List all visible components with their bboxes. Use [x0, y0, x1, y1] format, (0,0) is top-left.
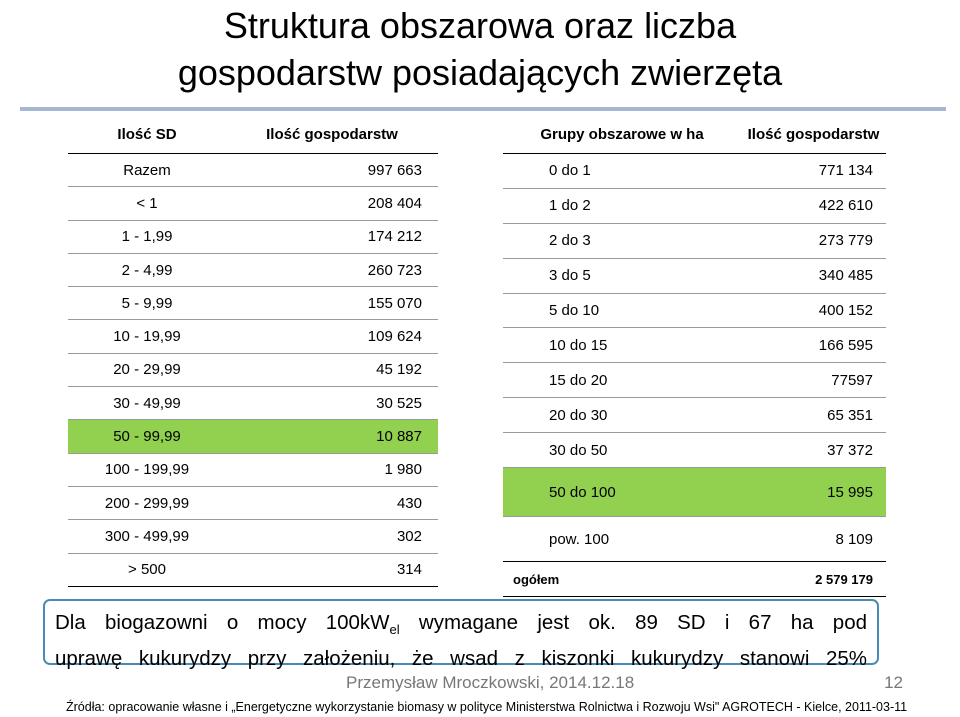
sd-range-cell: 30 - 49,99: [68, 387, 226, 420]
area-range-cell: 15 do 20: [503, 363, 741, 398]
sd-range-cell: 300 - 499,99: [68, 520, 226, 553]
farm-count-cell: 208 404: [226, 187, 438, 220]
column-header-sd: Ilość SD: [68, 115, 226, 154]
farm-count-cell: 771 134: [741, 154, 886, 189]
area-range-cell: pow. 100: [549, 530, 610, 548]
sd-range-cell: 10 - 19,99: [68, 320, 226, 353]
farm-count-cell: 15 995: [741, 468, 886, 517]
farm-count-cell: 37 372: [741, 433, 886, 468]
farm-count-cell: 400 152: [741, 293, 886, 328]
area-range-cell: 1 do 2: [503, 188, 741, 223]
page-number: 12: [884, 673, 903, 692]
farm-count-cell: 260 723: [226, 253, 438, 286]
farm-count-cell: 340 485: [741, 258, 886, 293]
sd-range-cell: < 1: [68, 187, 226, 220]
table-row: [503, 258, 886, 293]
table-row: [503, 223, 886, 258]
total-value-cell: 2 579 179: [741, 562, 886, 597]
biogas-note-box: [43, 599, 879, 671]
area-range-cell: 3 do 5: [503, 258, 741, 293]
table-row: [68, 187, 438, 220]
area-range-cell: 50 do 100: [503, 468, 741, 517]
highlighted-table-row: [503, 468, 886, 517]
note-line-2: uprawę kukurydzy przy założeniu, że wsad z kiszonki kukurydzy stanowi 25%: [55, 647, 867, 671]
area-range-cell: 30 do 50: [503, 433, 741, 468]
farm-count-cell: 273 779: [741, 223, 886, 258]
table-row: [68, 253, 438, 286]
total-row: [503, 562, 886, 597]
sd-range-cell: 20 - 29,99: [68, 353, 226, 386]
slide-title: [0, 2, 960, 96]
table-row: [68, 353, 438, 386]
note-line-1-start: Dla biogazowni o mocy 100kW: [55, 611, 390, 634]
table-row: [68, 553, 438, 586]
table-row: [68, 520, 438, 553]
table-row: [503, 328, 886, 363]
note-line-1: [55, 608, 867, 644]
column-header-farms: Ilość gospodarstw: [741, 115, 886, 154]
sd-range-cell: 50 - 99,99: [68, 420, 226, 453]
farm-count-cell: 8 109: [835, 530, 873, 548]
sd-range-cell: 1 - 1,99: [68, 220, 226, 253]
column-header-area-group: Grupy obszarowe w ha: [503, 115, 741, 154]
table-row: [68, 486, 438, 519]
sd-range-cell: 2 - 4,99: [68, 253, 226, 286]
farm-count-cell: 77597: [741, 363, 886, 398]
table-row: [68, 154, 438, 187]
table-row: [503, 517, 886, 562]
sd-range-cell: > 500: [68, 553, 226, 586]
livestock-units-table: [68, 115, 438, 587]
sd-range-cell: 5 - 9,99: [68, 287, 226, 320]
table-row: [503, 363, 886, 398]
table-header-row: [68, 115, 438, 154]
title-divider: [20, 107, 946, 111]
note-subscript: el: [389, 622, 400, 638]
title-line-1: Struktura obszarowa oraz liczba: [223, 5, 737, 46]
farm-count-cell: 302: [226, 520, 438, 553]
total-label-cell: ogółem: [503, 562, 741, 597]
sd-range-cell: Razem: [68, 154, 226, 187]
author-footer: Przemysław Mroczkowski, 2014.12.18: [346, 673, 635, 692]
farm-count-cell: 45 192: [226, 353, 438, 386]
table-row: [68, 320, 438, 353]
note-line-1-end: wymagane jest ok. 89 SD i 67 ha pod: [399, 611, 867, 634]
farm-count-cell: 30 525: [226, 387, 438, 420]
farm-count-cell: 174 212: [226, 220, 438, 253]
table-row: [68, 220, 438, 253]
sd-range-cell: 100 - 199,99: [68, 453, 226, 486]
table-row: [503, 154, 886, 189]
column-header-farms: Ilość gospodarstw: [226, 115, 438, 154]
area-range-cell: 2 do 3: [503, 223, 741, 258]
farm-count-cell: 1 980: [226, 453, 438, 486]
table-row: [68, 453, 438, 486]
sd-range-cell: 200 - 299,99: [68, 486, 226, 519]
area-groups-table: [503, 115, 886, 597]
area-range-cell: 0 do 1: [503, 154, 741, 189]
farm-count-cell: 314: [226, 553, 438, 586]
farm-count-cell: 430: [226, 486, 438, 519]
area-range-cell: 10 do 15: [503, 328, 741, 363]
title-line-2: gospodarstw posiadających zwierzęta: [177, 52, 783, 93]
farm-count-cell: 10 887: [226, 420, 438, 453]
table-row: [68, 387, 438, 420]
farm-count-cell: 997 663: [226, 154, 438, 187]
farm-count-cell: 65 351: [741, 398, 886, 433]
highlighted-table-row: [68, 420, 438, 453]
area-range-cell: 20 do 30: [503, 398, 741, 433]
farm-count-cell: 109 624: [226, 320, 438, 353]
source-footnote: Źródła: opracowanie własne i „Energetyczne wykorzystanie biomasy w polityce Ministerstwa Rolnictwa i Rozwoju Wsi" AGROTECH - Kielce, 2011-03-11: [66, 700, 908, 714]
farm-count-cell: 166 595: [741, 328, 886, 363]
table-row: [503, 398, 886, 433]
farm-count-cell: 155 070: [226, 287, 438, 320]
table-row: [503, 433, 886, 468]
area-range-cell: 5 do 10: [503, 293, 741, 328]
farm-count-cell: 422 610: [741, 188, 886, 223]
table-header-row: [503, 115, 886, 154]
table-row: [68, 287, 438, 320]
table-row: [503, 188, 886, 223]
table-row: [503, 293, 886, 328]
